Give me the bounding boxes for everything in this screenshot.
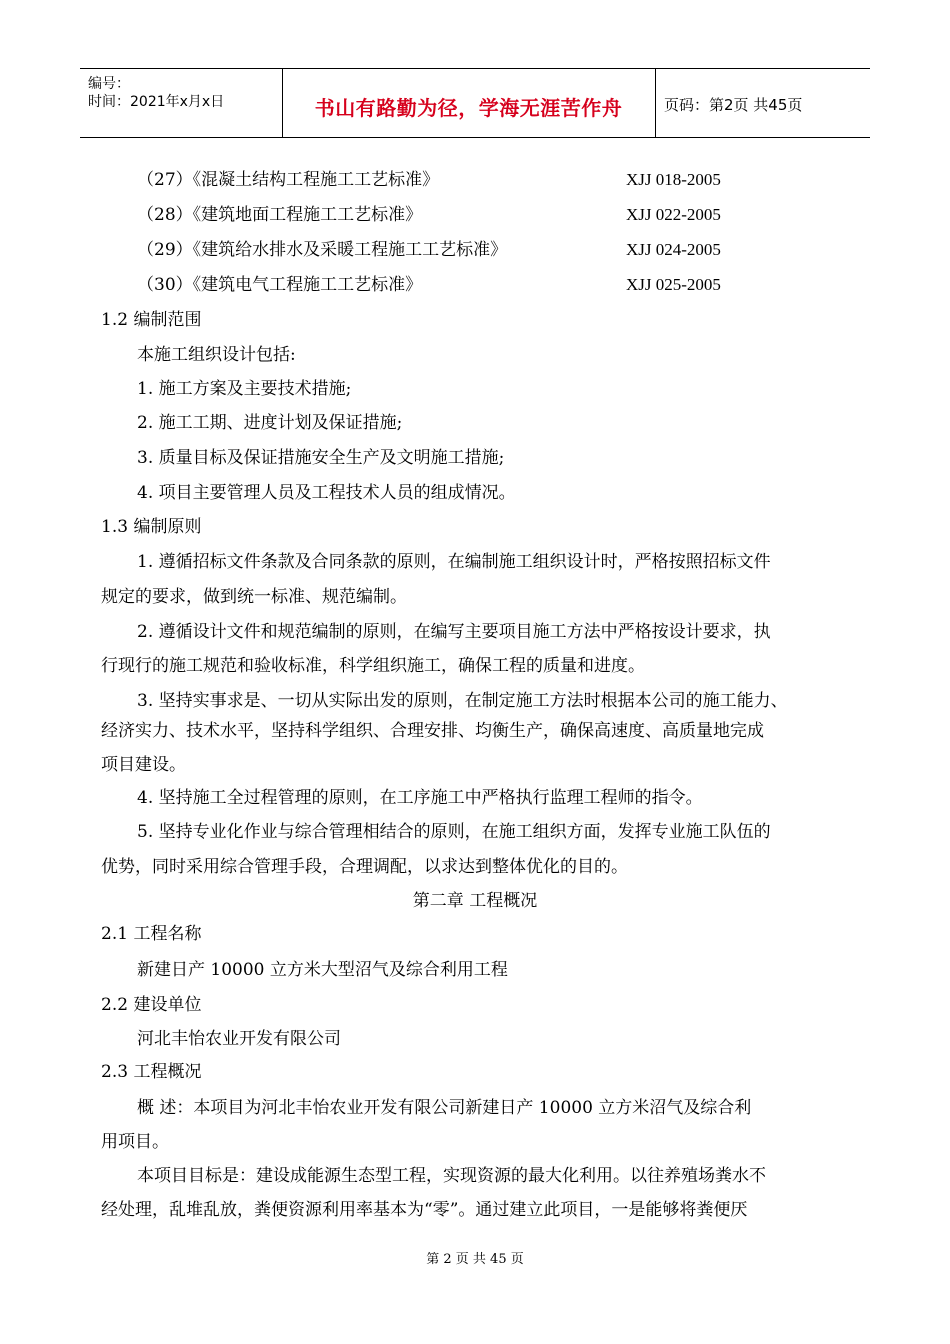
standard-title: （27）《混凝土结构工程施工工艺标准》	[137, 170, 440, 190]
paragraph-line: 项目建设。	[101, 755, 186, 775]
paragraph-line: 本施工组织设计包括:	[137, 345, 296, 365]
paragraph-line: 本项目目标是：建设成能源生态型工程，实现资源的最大化利用。以往养殖场粪水不	[137, 1166, 766, 1186]
list-item: 3. 质量目标及保证措施安全生产及文明施工措施;	[137, 448, 505, 468]
paragraph-line: 2. 遵循设计文件和规范编制的原则，在编写主要项目施工方法中严格按设计要求，执	[137, 622, 771, 642]
standard-code: XJJ 022-2005	[626, 205, 721, 224]
standard-title: （29）《建筑给水排水及采暖工程施工工艺标准》	[137, 240, 508, 260]
page-footer: 第 2 页 共 45 页	[426, 1252, 524, 1267]
header-page-cell	[655, 69, 870, 137]
section-heading: 2.1 工程名称	[101, 924, 202, 944]
paragraph-line: 新建日产 10000 立方米大型沼气及综合利用工程	[137, 960, 508, 980]
paragraph-line: 规定的要求，做到统一标准、规范编制。	[101, 587, 407, 607]
header-meta-cell	[80, 69, 283, 137]
standard-title: （28）《建筑地面工程施工工艺标准》	[137, 205, 423, 225]
paragraph-line: 概 述：本项目为河北丰怡农业开发有限公司新建日产 10000 立方米沼气及综合利	[137, 1098, 752, 1118]
paragraph-line: 3. 坚持实事求是、一切从实际出发的原则，在制定施工方法时根据本公司的施工能力、	[137, 691, 788, 711]
paragraph-line: 优势，同时采用综合管理手段，合理调配，以求达到整体优化的目的。	[101, 857, 628, 877]
section-heading: 2.2 建设单位	[101, 995, 202, 1015]
paragraph-line: 经济实力、技术水平，坚持科学组织、合理安排、均衡生产，确保高速度、高质量地完成	[101, 721, 764, 741]
standard-code: XJJ 018-2005	[626, 170, 721, 189]
list-item: 2. 施工工期、进度计划及保证措施;	[137, 413, 403, 433]
paragraph-line: 河北丰怡农业开发有限公司	[137, 1029, 341, 1049]
paragraph-line: 经处理，乱堆乱放，粪便资源利用率基本为“零”。通过建立此项目，一是能够将粪便厌	[101, 1200, 748, 1220]
paragraph-line: 用项目。	[101, 1132, 169, 1152]
page-number-label: 页码：第2页 共45页	[664, 96, 803, 114]
paragraph-line: 5. 坚持专业化作业与综合管理相结合的原则，在施工组织方面，发挥专业施工队伍的	[137, 822, 771, 842]
standard-code: XJJ 024-2005	[626, 240, 721, 259]
list-item: 1. 施工方案及主要技术措施;	[137, 379, 352, 399]
page-header	[80, 68, 870, 138]
paragraph-line: 4. 坚持施工全过程管理的原则，在工序施工中严格执行监理工程师的指令。	[137, 788, 703, 808]
header-motto-cell	[282, 69, 656, 137]
section-heading: 1.2 编制范围	[101, 310, 202, 330]
chapter-title: 第二章 工程概况	[412, 891, 538, 911]
paragraph-line: 行现行的施工规范和验收标准，科学组织施工，确保工程的质量和进度。	[101, 656, 645, 676]
standard-code: XJJ 025-2005	[626, 275, 721, 294]
motto-text: 书山有路勤为径，学海无涯苦作舟	[314, 96, 623, 120]
standard-title: （30）《建筑电气工程施工工艺标准》	[137, 275, 423, 295]
list-item: 4. 项目主要管理人员及工程技术人员的组成情况。	[137, 483, 516, 503]
time-label: 时间：2021年x月x日	[88, 94, 225, 110]
number-label: 编号：	[88, 76, 130, 92]
section-heading: 2.3 工程概况	[101, 1062, 202, 1082]
section-heading: 1.3 编制原则	[101, 517, 202, 537]
paragraph-line: 1. 遵循招标文件条款及合同条款的原则，在编制施工组织设计时，严格按照招标文件	[137, 552, 771, 572]
